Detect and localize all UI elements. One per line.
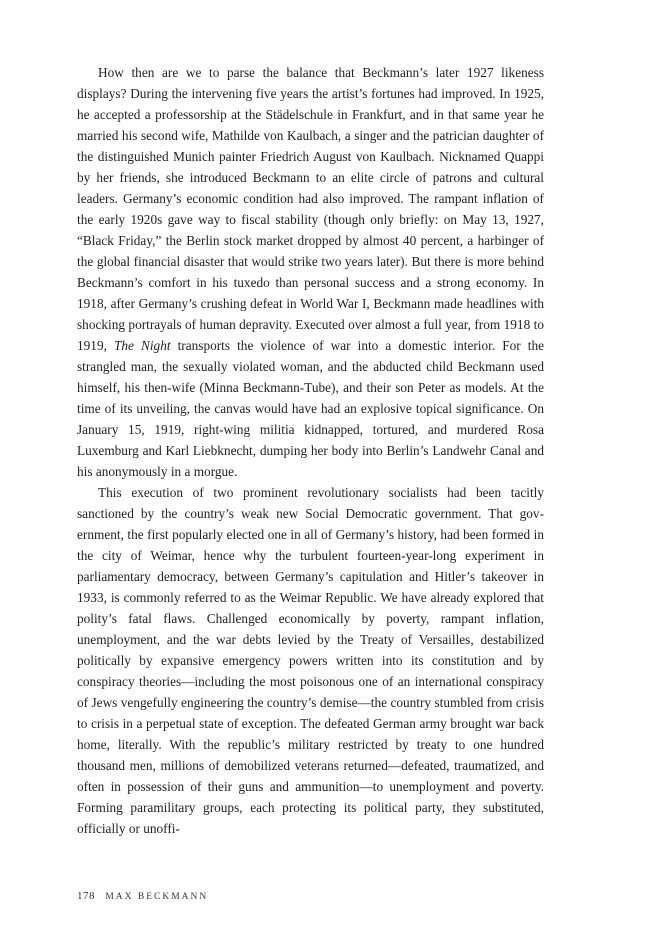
artwork-title: The Night: [113, 338, 171, 353]
body-text: [77, 62, 544, 839]
paragraph-1-text-a: How then are we to parse the balance that Beckmann’s later 1927 likeness displays? During the intervening five years the artist’s fortunes had improved. In 1925, he accepted a professorship at the Städelschule in Frankfurt, and in that same year he married his second wife, Mathilde von Kaulbach, a singer and the patrician daughter of the distinguished Munich painter Friedrich August von Kaulbach. Nicknamed Quappi by her friends, she introduced Beckmann to an elite circle of patrons and cultural leaders. Germany’s economic condition had also improved. The rampant inflation of the early 1920s gave way to fiscal stability (though only briefly: on May 13, 1927, “Black Friday,” the Berlin stock market dropped by almost 40 percent, a harbinger of the global financial disaster that would strike two years later). But there is more behind Beckmann’s comfort in his tuxedo than personal success and a strong economy. In 1918, after Germany’s crushing defeat in World War I, Beckmann made headlines with shocking portrayals of human depravity. Executed over almost a full year, from 1918 to 1919,: [77, 65, 544, 353]
running-head: MAX BECKMANN: [105, 892, 209, 902]
paragraph-1-text-b: transports the violence of war into a domestic interior. For the strangled man, the sexually violated woman, and the abducted child Beckmann used himself, his then-wife (Minna Beckmann-Tube), and their son Peter as models. At the time of its unveiling, the canvas would have had an explosive topical significance. On January 15, 1919, right-wing militia kidnapped, tortured, and murdered Rosa Luxemburg and Karl Liebknecht, dumping her body into Berlin’s Landwehr Canal and his anonymously in a morgue.: [77, 338, 544, 479]
page-number: 178: [77, 890, 95, 902]
paragraph-2: This execution of two prominent revolutionary socialists had been tacitly sanctioned by the country’s weak new Social Democratic government. That government, the first popularly elected one in all of Germany’s history, had been formed in the city of Weimar, hence why the turbulent fourteen-year-long experiment in parliamentary democracy, between Germany’s capitulation and Hitler’s takeover in 1933, is commonly referred to as the Weimar Republic. We have already explored that polity’s fatal flaws. Challenged economically by poverty, rampant inflation, unemployment, and the war debts levied by the Treaty of Versailles, destabilized politically by expansive emergency powers written into its constitution and by conspiracy theories—including the most poisonous one of an international conspiracy of Jews vengefully engineering the country’s demise—the country stumbled from crisis to crisis in a perpetual state of exception. The defeated German army brought war back home, literally. With the republic’s military restricted by treaty to one hundred thousand men, millions of demobilized veterans returned—defeated, traumatized, and often in possession of their guns and ammunition—to unemployment and poverty. Forming paramilitary groups, each protecting its political party, they substituted, officially or unoffi-: [77, 485, 544, 836]
paragraph-1: [77, 62, 544, 482]
page-footer: [77, 890, 208, 902]
